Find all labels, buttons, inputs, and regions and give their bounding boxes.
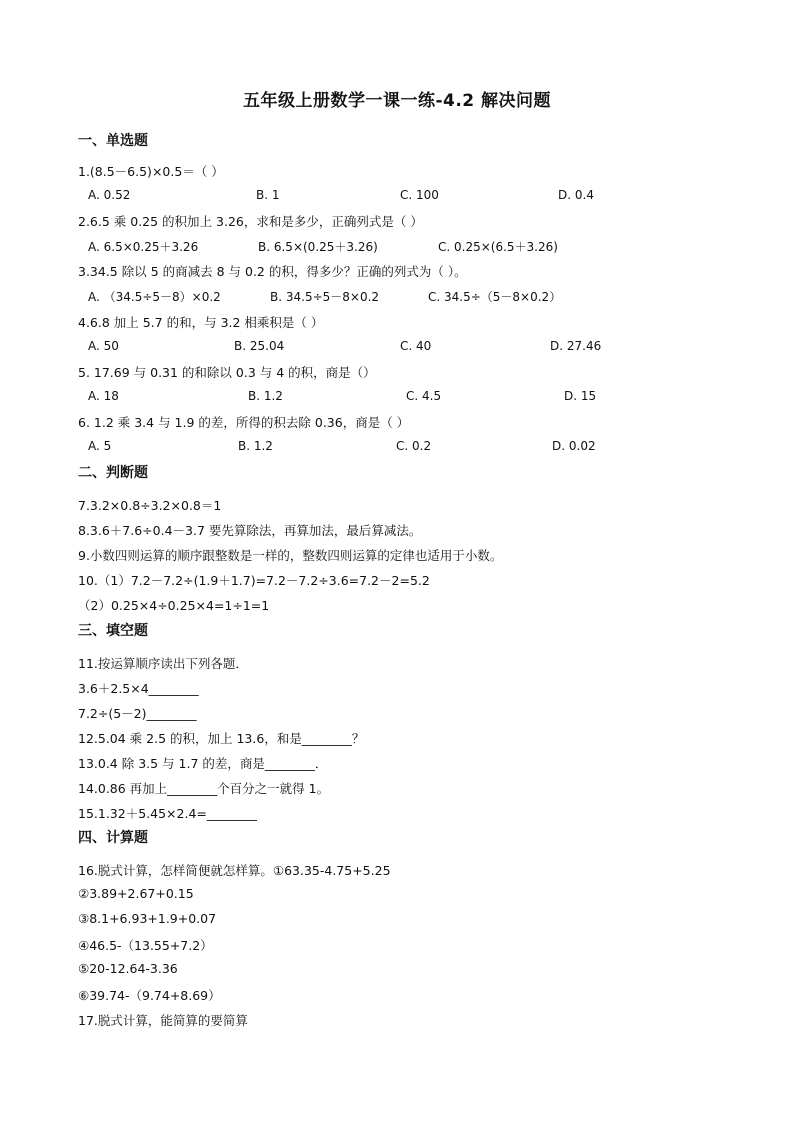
question-5-option-c: C. 4.5 xyxy=(406,389,442,403)
question-4-option-a: A. 50 xyxy=(88,339,119,353)
question-4-option-c: C. 40 xyxy=(400,339,432,353)
question-16-item-2: ②3.89+2.67+0.15 xyxy=(78,886,194,901)
question-16-item-3: ③8.1+6.93+1.9+0.07 xyxy=(78,911,217,926)
question-1-stem: 1.(8.5－6.5)×0.5＝（ ） xyxy=(78,164,224,179)
question-14: 14.0.86 再加上________个百分之一就得 1。 xyxy=(78,781,330,796)
question-1-option-c: C. 100 xyxy=(400,188,439,202)
section-heading-fill-blank: 三、填空题 xyxy=(78,623,148,639)
question-3-option-a: A. （34.5÷5－8）×0.2 xyxy=(88,290,221,304)
question-5-option-b: B. 1.2 xyxy=(248,389,283,403)
question-2-option-a: A. 6.5×0.25＋3.26 xyxy=(88,240,199,254)
question-6-stem: 6. 1.2 乘 3.4 与 1.9 的差，所得的积去除 0.36，商是（ ） xyxy=(78,415,410,430)
question-1-option-a: A. 0.52 xyxy=(88,188,131,202)
question-4-option-b: B. 25.04 xyxy=(234,339,285,353)
question-6-option-c: C. 0.2 xyxy=(396,439,432,453)
question-6-option-a: A. 5 xyxy=(88,439,112,453)
question-11: 11.按运算顺序读出下列各题． xyxy=(78,656,248,671)
question-15: 15.1.32＋5.45×2.4=________ xyxy=(78,806,257,821)
question-3-option-c: C. 34.5÷（5－8×0.2） xyxy=(428,290,562,304)
section-heading-single-choice: 一、单选题 xyxy=(78,133,148,149)
question-1-option-b: B. 1 xyxy=(256,188,280,202)
question-12: 12.5.04 乘 2.5 的积，加上 13.6，和是________？ xyxy=(78,731,365,746)
question-11-a: 3.6＋2.5×4________ xyxy=(78,681,199,696)
question-16-item-6: ⑥39.74-（9.74+8.69） xyxy=(78,988,221,1003)
question-8: 8.3.6＋7.6÷0.4－3.7 要先算除法，再算加法，最后算减法。 xyxy=(78,523,422,538)
question-7: 7.3.2×0.8÷3.2×0.8＝1 xyxy=(78,498,222,513)
question-17: 17.脱式计算，能简算的要简算 xyxy=(78,1013,248,1028)
section-heading-judgment: 二、判断题 xyxy=(78,465,148,481)
question-5-option-d: D. 15 xyxy=(564,389,597,403)
question-4-option-d: D. 27.46 xyxy=(550,339,602,353)
question-2-option-c: C. 0.25×(6.5＋3.26) xyxy=(438,240,558,254)
question-16-item-5: ⑤20-12.64-3.36 xyxy=(78,961,178,976)
question-9: 9.小数四则运算的顺序跟整数是一样的，整数四则运算的定律也适用于小数。 xyxy=(78,548,503,563)
question-10-part-1: 10.（1）7.2－7.2÷(1.9＋1.7)=7.2－7.2÷3.6=7.2－2=5.2 xyxy=(78,573,430,588)
question-11-b: 7.2÷(5－2)________ xyxy=(78,706,197,721)
question-6-option-b: B. 1.2 xyxy=(238,439,273,453)
question-5-stem: 5. 17.69 与 0.31 的和除以 0.3 与 4 的积，商是（） xyxy=(78,365,376,380)
question-16: 16.脱式计算，怎样简便就怎样算。①63.35-4.75+5.25 xyxy=(78,863,391,878)
section-heading-calculation: 四、计算题 xyxy=(78,830,148,846)
question-5-option-a: A. 18 xyxy=(88,389,119,403)
question-13: 13.0.4 除 3.5 与 1.7 的差，商是________． xyxy=(78,756,328,771)
question-1-option-d: D. 0.4 xyxy=(558,188,594,202)
question-2-stem: 2.6.5 乘 0.25 的积加上 3.26，求和是多少，正确列式是（ ） xyxy=(78,214,423,229)
question-10-part-2: （2）0.25×4÷0.25×4=1÷1=1 xyxy=(78,598,270,613)
question-3-stem: 3.34.5 除以 5 的商减去 8 与 0.2 的积，得多少？正确的列式为（ ）。 xyxy=(78,264,467,279)
question-6-option-d: D. 0.02 xyxy=(552,439,596,453)
page-title: 五年级上册数学一课一练-4.2 解决问题 xyxy=(242,91,552,111)
question-3-option-b: B. 34.5÷5－8×0.2 xyxy=(270,290,380,304)
question-2-option-b: B. 6.5×(0.25＋3.26) xyxy=(258,240,378,254)
question-4-stem: 4.6.8 加上 5.7 的和，与 3.2 相乘积是（ ） xyxy=(78,315,324,330)
question-16-item-4: ④46.5-（13.55+7.2） xyxy=(78,938,213,953)
